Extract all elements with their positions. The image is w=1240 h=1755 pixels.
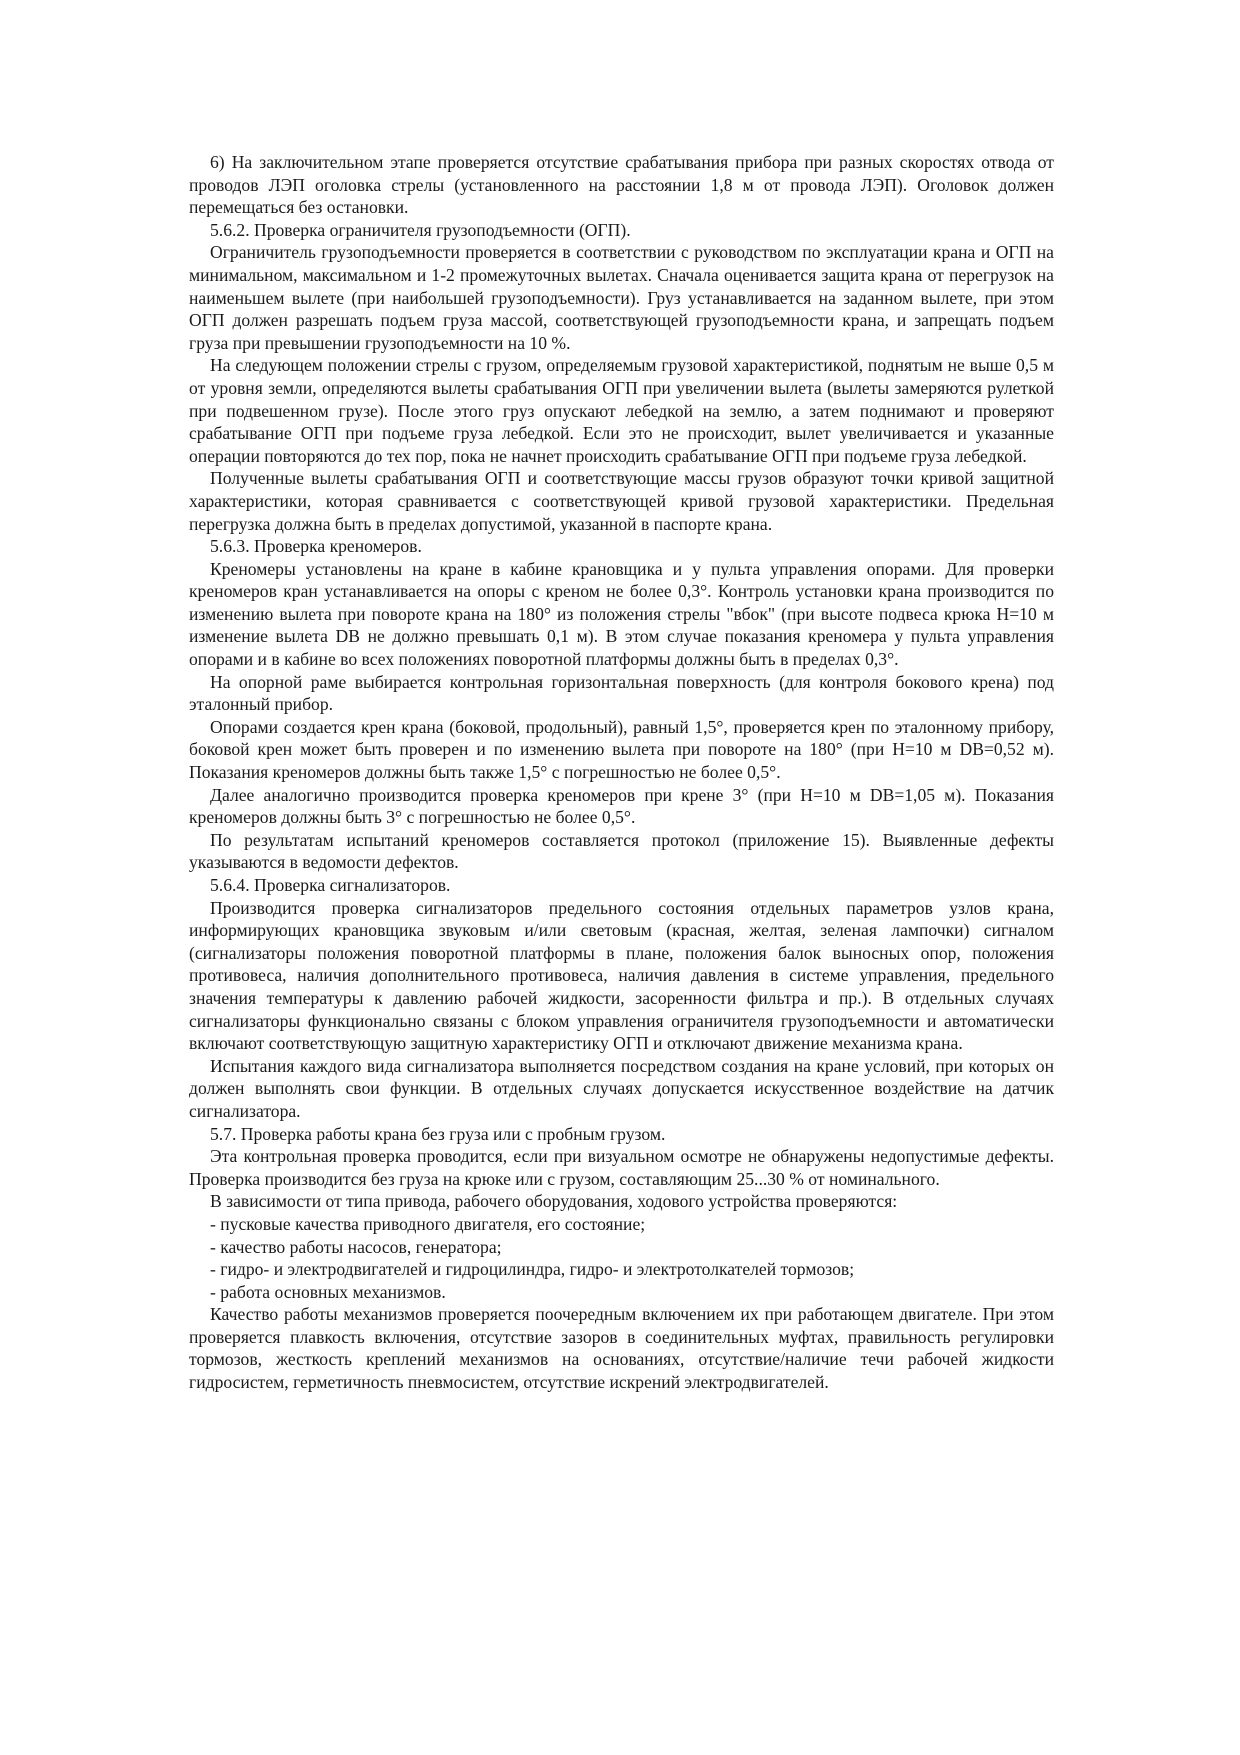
paragraph-signalers: Производится проверка сигнализаторов предельного состояния отдельных параметров узлов крана, информирующих крановщика звуковым и/или световым (красная, желтая, зеленая лампочки) сигналом (сигнализаторы положения поворотной платформы в плане, положения балок выносных опор, положения противовеса, наличия дополнительного противовеса, наличия давления в системе управления, предельного значения температуры к давлению рабочей жидкости, засоренности фильтра и пр.). В отдельных случаях сигнализаторы функционально связаны с блоком управления ограничителя грузоподъемности и автоматически включают соответствующую защитную характеристику ОГП и отключают движение механизма крана. — [189, 897, 1054, 1054]
paragraph-reference-surface: На опорной раме выбирается контрольная горизонтальная поверхность (для контроля бокового крена) под эталонный прибор. — [189, 671, 1054, 715]
document-body — [189, 151, 1054, 1394]
paragraph-inclinometer-install: Креномеры установлены на кране в кабине крановщика и у пульта управления опорами. Для проверки креномеров кран устанавливается на опоры с креном не более 0,3°. Контроль установки крана производится по изменению вылета при повороте крана на 180° из положения стрелы "вбок" (при высоте подвеса крюка Н=10 м изменение вылета DВ не должно превышать 0,1 м). В этом случае показания креномера у пульта управления опорами и в кабине во всех положениях поворотной платформы должны быть в пределах 0,3°. — [189, 558, 1054, 670]
paragraph-roll-3: Далее аналогично производится проверка креномеров при крене 3° (при Н=10 м DВ=1,05 м). Показания креномеров должны быть 3° с погрешностью не более 0,5°. — [189, 784, 1054, 828]
paragraph-ogp-next-position: На следующем положении стрелы с грузом, определяемым грузовой характеристикой, поднятым не выше 0,5 м от уровня земли, определяются вылеты срабатывания ОГП при увеличении вылета (вылеты замеряются рулеткой при подвешенном грузе). После этого груз опускают лебедкой на землю, а затем поднимают и проверяют срабатывание ОГП при подъеме груза лебедкой. Если это не происходит, вылет увеличивается и указанные операции повторяются до тех пор, пока не начнет происходить срабатывание ОГП при подъеме груза лебедкой. — [189, 355, 1054, 466]
list-item: - пусковые качества приводного двигателя, его состояние; — [210, 1213, 646, 1234]
paragraph-roll-1-5: Опорами создается крен крана (боковой, продольный), равный 1,5°, проверяется крен по эталонному прибору, боковой крен может быть проверен и по изменению вылета при повороте на 180° (при Н=10 м DВ=0,52 м). Показания креномеров должны быть также 1,5° с погрешностью не более 0,5°. — [189, 716, 1054, 783]
paragraph-signaler-tests: Испытания каждого вида сигнализатора выполняется посредством создания на кране условий, при которых он должен выполнять свои функции. В отдельных случаях допускается искусственное воздействие на датчик сигнализатора. — [189, 1055, 1054, 1121]
paragraph-ogp-curve: Полученные вылеты срабатывания ОГП и соответствующие массы грузов образуют точки кривой защитной характеристики, которая сравнивается с соответствующей кривой грузовой характеристики. Предельная перегрузка должна быть в пределах допустимой, указанной в паспорте крана. — [189, 468, 1054, 534]
list-item: - работа основных механизмов. — [210, 1281, 446, 1302]
section-heading-5-6-3: 5.6.3. Проверка креномеров. — [210, 536, 422, 557]
paragraph-ogp-final-check: 6) На заключительном этапе проверяется отсутствие срабатывания прибора при разных скоростях отвода от проводов ЛЭП оголовка стрелы (установленного на расстоянии 1,8 м от провода ЛЭП). Оголовок должен перемещаться без остановки. — [189, 152, 1054, 218]
paragraph-checked-list-intro: В зависимости от типа привода, рабочего оборудования, ходового устройства проверяются: — [210, 1191, 898, 1212]
section-heading-5-7: 5.7. Проверка работы крана без груза или с пробным грузом. — [210, 1123, 666, 1144]
paragraph-mechanisms-quality: Качество работы механизмов проверяется поочередным включением их при работающем двигателе. При этом проверяется плавкость включения, отсутствие зазоров в соединительных муфтах, правильность регулировки тормозов, жесткость креплений механизмов на основаниях, отсутствие/наличие течи рабочей жидкости гидросистем, герметичность пневмосистем, отсутствие искрений электродвигателей. — [189, 1304, 1054, 1393]
list-item: - качество работы насосов, генератора; — [210, 1236, 502, 1257]
paragraph-ogp-description: Ограничитель грузоподъемности проверяется в соответствии с руководством по эксплуатации крана и ОГП на минимальном, максимальном и 1-2 промежуточных вылетах. Сначала оценивается защита крана от перегрузок на наименьшем вылете (при наибольшей грузоподъемности). Груз устанавливается на заданном вылете, при этом ОГП должен разрешать подъем груза массой, соответствующей грузоподъемности крана, и запрещать подъем груза при превышении грузоподъемности на 10 %. — [189, 242, 1054, 353]
section-heading-5-6-2: 5.6.2. Проверка ограничителя грузоподъемности (ОГП). — [210, 219, 631, 240]
paragraph-protocol: По результатам испытаний креномеров составляется протокол (приложение 15). Выявленные дефекты указываются в ведомости дефектов. — [189, 829, 1054, 873]
paragraph-control-check: Эта контрольная проверка проводится, если при визуальном осмотре не обнаружены недопустимые дефекты. Проверка производится без груза на крюке или с грузом, составляющим 25...30 % от номинального. — [189, 1146, 1054, 1189]
list-item: - гидро- и электродвигателей и гидроцилиндра, гидро- и электротолкателей тормозов; — [210, 1259, 855, 1280]
section-heading-5-6-4: 5.6.4. Проверка сигнализаторов. — [210, 875, 451, 895]
